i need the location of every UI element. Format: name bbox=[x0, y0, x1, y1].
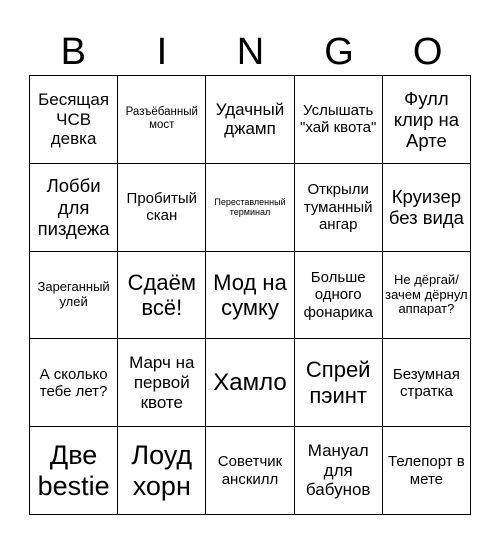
cell-text: Пробитый скан bbox=[126, 189, 198, 225]
cell-text: Удачный джамп bbox=[215, 99, 285, 139]
header-letter-n: N bbox=[236, 31, 265, 73]
bingo-cell[interactable] bbox=[206, 427, 294, 515]
header-letter-b: B bbox=[60, 31, 86, 73]
bingo-cell[interactable] bbox=[206, 164, 294, 252]
bingo-cell[interactable] bbox=[30, 164, 118, 252]
cell-text: Разъёбанный мост bbox=[125, 106, 198, 132]
bingo-cell[interactable] bbox=[30, 76, 118, 164]
bingo-cell[interactable] bbox=[295, 76, 383, 164]
bingo-cell[interactable] bbox=[118, 76, 206, 164]
bingo-cell[interactable] bbox=[383, 339, 471, 427]
bingo-cell[interactable] bbox=[118, 252, 206, 340]
cell-text: Сдаём всё! bbox=[127, 269, 196, 320]
cell-text: Лобби для пиздежа bbox=[37, 175, 110, 239]
cell-text: Советчик анскилл bbox=[217, 453, 283, 488]
bingo-cell[interactable] bbox=[118, 427, 206, 515]
cell-text: Безумная стратка bbox=[392, 365, 460, 400]
cell-text: Открыли туманный ангар bbox=[303, 181, 373, 233]
header-letter-g: G bbox=[324, 31, 354, 73]
bingo-cell[interactable] bbox=[295, 339, 383, 427]
bingo-grid bbox=[29, 75, 471, 515]
bingo-cell[interactable] bbox=[383, 164, 471, 252]
header-letter-o: O bbox=[412, 31, 443, 73]
bingo-cell[interactable] bbox=[118, 339, 206, 427]
cell-text: Спрей пэинт bbox=[305, 357, 371, 408]
bingo-cell[interactable] bbox=[295, 427, 383, 515]
bingo-cell[interactable] bbox=[295, 252, 383, 340]
cell-text: Больше одного фонарика bbox=[303, 269, 373, 321]
cell-text: Мануал для бабунов bbox=[305, 441, 371, 500]
bingo-cell[interactable] bbox=[30, 339, 118, 427]
cell-text: Круизер без вида bbox=[388, 185, 464, 229]
cell-text: Переставленный терминал bbox=[214, 196, 286, 218]
bingo-header bbox=[29, 28, 472, 76]
cell-text: А сколько тебе лет? bbox=[39, 365, 108, 400]
header-letter-i: I bbox=[156, 31, 168, 73]
bingo-cell[interactable] bbox=[30, 252, 118, 340]
bingo-cell[interactable] bbox=[295, 164, 383, 252]
cell-text: Лоуд хорн bbox=[131, 439, 193, 501]
cell-text: Телепорт в мете bbox=[388, 453, 465, 488]
bingo-cell[interactable] bbox=[118, 164, 206, 252]
cell-text: Зареганный улей bbox=[37, 279, 110, 309]
bingo-cell[interactable] bbox=[383, 76, 471, 164]
cell-text: Хамло bbox=[213, 368, 287, 396]
cell-text: Две bestie bbox=[37, 439, 110, 501]
cell-text: Не дёргай/ зачем дёрнул аппарат? bbox=[385, 271, 468, 317]
bingo-cell[interactable] bbox=[383, 427, 471, 515]
cell-text: Бесящая ЧСВ девка bbox=[38, 90, 110, 149]
bingo-cell[interactable] bbox=[206, 76, 294, 164]
bingo-cell[interactable] bbox=[206, 339, 294, 427]
cell-text: Мод на сумку bbox=[213, 269, 287, 320]
bingo-cell[interactable] bbox=[383, 252, 471, 340]
bingo-cell[interactable] bbox=[206, 252, 294, 340]
cell-text: Фулл клир на Арте bbox=[393, 87, 460, 152]
cell-text: Марч на первой квоте bbox=[129, 353, 195, 412]
cell-text: Услышать "хай квота" bbox=[300, 102, 377, 137]
bingo-cell[interactable] bbox=[30, 427, 118, 515]
